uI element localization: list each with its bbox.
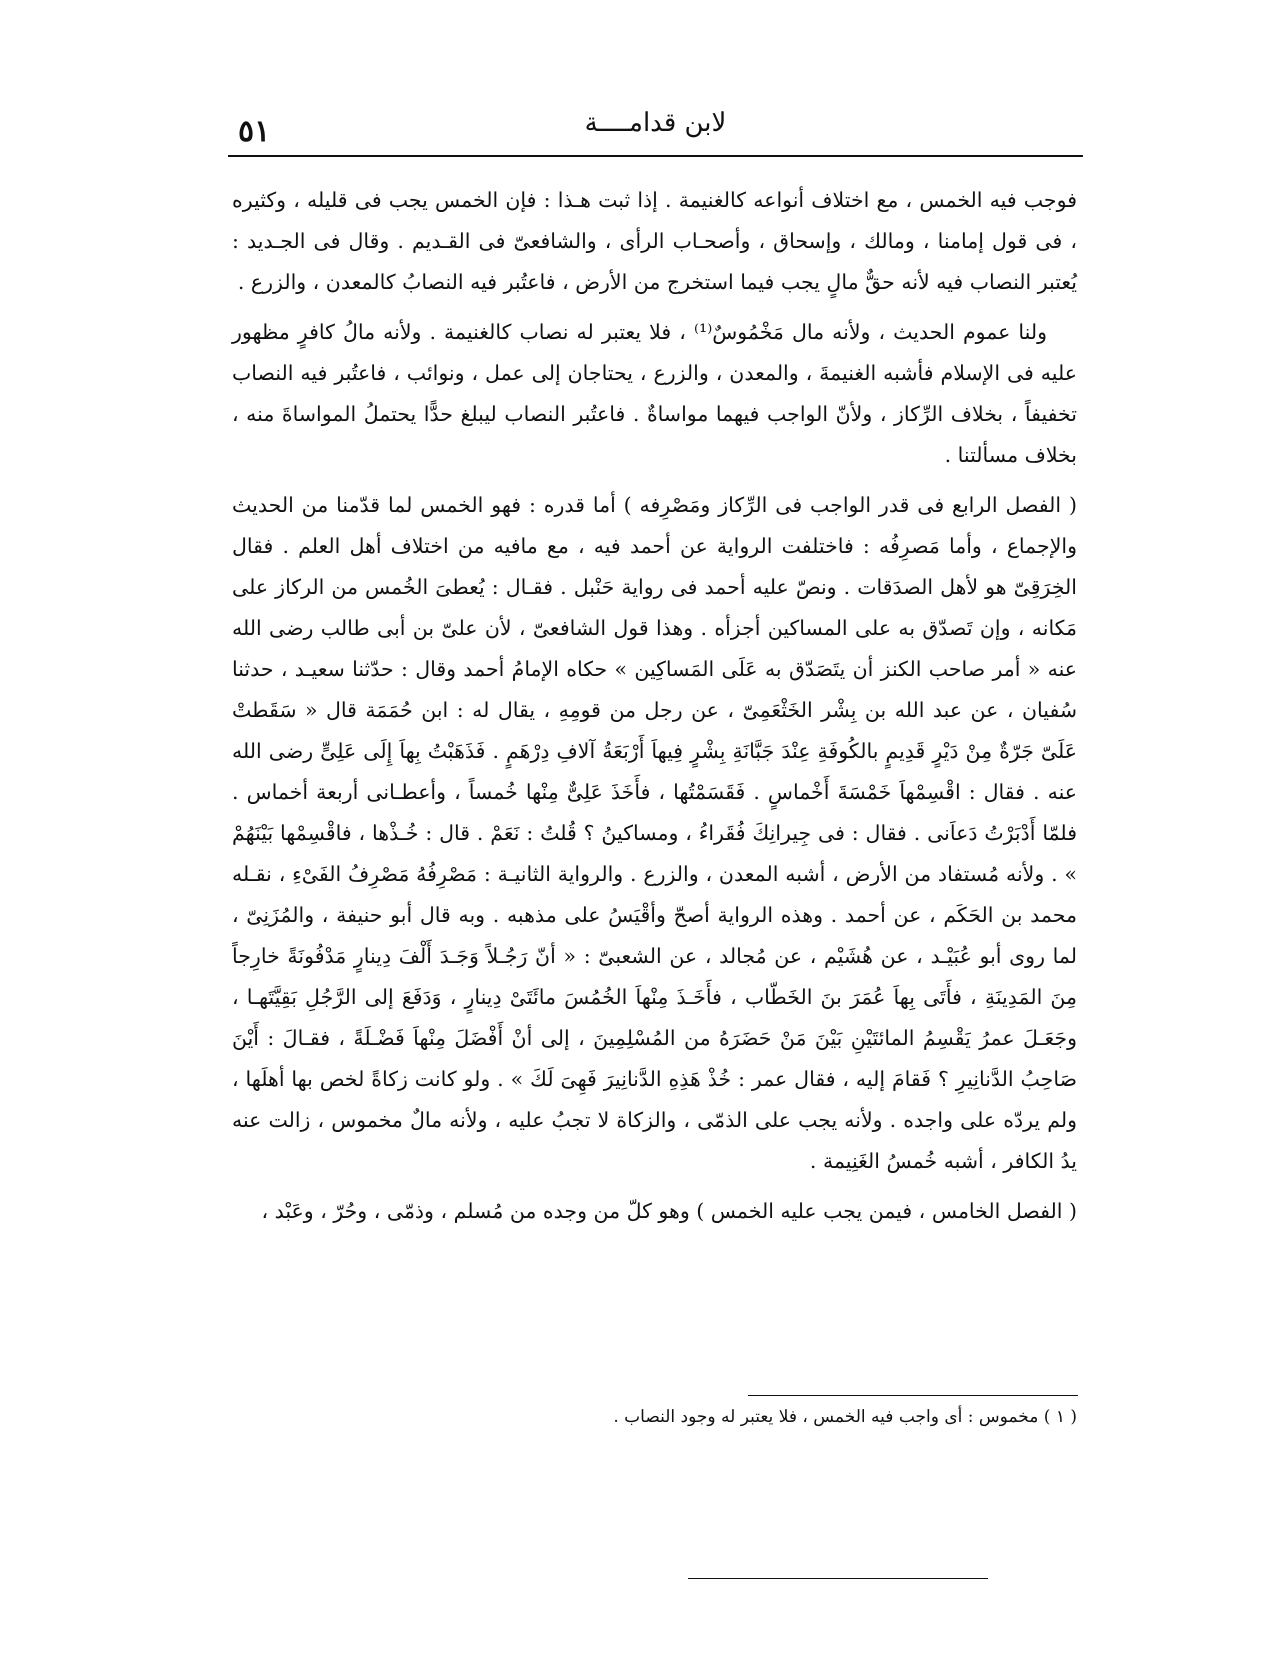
- header-rule: [228, 155, 1083, 157]
- page-header: [228, 100, 1083, 152]
- running-title: لابن قدامــــة: [584, 108, 727, 138]
- page-number: ٥١: [238, 114, 271, 149]
- main-text: [232, 180, 1077, 1241]
- paragraph: ولنا عموم الحديث ، ولأنه مال مَخْمُوسٌ⁽¹⁾ ، فلا يعتبر له نصاب كالغنيمة . ولأنه مالُ كافرٍ مظهور عليه فى الإسلام فأشبه الغنيمةَ ، والمعدن ، والزرع ، يحتاجان إلى عمل ، ونوائب ، فاعتُبر فيه النصاب تخفيفاً ، بخلاف الرِّكاز ، ولأنّ الواجب فيهما مواساةٌ . فاعتُبر النصاب ليبلغ حدًّا يحتملُ المواساةَ منه ، بخلاف مسألتنا .: [232, 320, 1077, 467]
- section-five-paragraph: ( الفصل الخامس ، فيمن يجب عليه الخمس ) وهو كلّ من وجده من مُسلم ، وذمّى ، وحُرّ ، وعَبْد ،: [261, 1199, 1077, 1223]
- footnote-rule: [748, 1395, 1078, 1396]
- section-four-paragraph: ( الفصل الرابع فى قدر الواجب فى الرِّكاز ومَصْرِفه ) أما قدره : فهو الخمس لما قدّمنا من الحديث والإجماع ، وأما مَصرِفُه : فاختلفت الرواية عن أحمد فيه ، مع مافيه من اختلاف أهل العلم . فقال الخِرَقِىّ هو لأهل الصدَقات . ونصّ عليه أحمد فى رواية حَنْبل . فقـال : يُعطىَ الخُمس من الركاز على مَكانه ، وإن تَصدّق به على المساكين أجزأه . وهذا قول الشافعىّ ، لأن علىّ بن أبى طالب رضى الله عنه « أمر صاحب الكنز أن يتَصَدّق به عَلَى المَساكِين » حكاه الإمامُ أحمد وقال : حدّثنا سعيـد ، حدثنا سُفيان ، عن عبد الله بن بِشْر الخَثْعَمِىّ ، عن رجل من قومِهِ ، يقال له : ابن حُمَمَة قال « سَقَطتْ عَلَىّ جَرّةٌ مِنْ دَيْرٍ قَدِيمٍ بالكُوفَةِ عِنْدَ جَبَّانَةِ بِشْرٍ فِيهاَ أَرْبَعَةُ آلافِ دِرْهَمٍ . فَذَهَبْتُ بِهاَ إِلَى عَلِىٍّ رضى الله عنه . فقال : اقْسِمْهاَ خَمْسَةَ أَخْماسٍ . فَقَسَمْتُها ، فأَخَذَ عَلِىٌّ مِنْها خُمساً ، وأعطـانى أربعة أخماس . فلمّا أَدْبَرْتُ دَعاَنى . فقال : فى جِيرانِكَ فُقَراءُ ، ومساكينُ ؟ قُلتُ : نَعَمْ . قال : خُـذْها ، فاقْسِمْها بَيْنَهُمْ » . ولأنه مُستفاد من الأرض ، أشبه المعدن ، والزرع . والرواية الثانيـة : مَصْرِفُهُ مَصْرِفُ الفَىْءِ ، نقـله محمد بن الحَكَم ، عن أحمد . وهذه الرواية أصحّ وأقْيَسُ على مذهبه . وبه قال أبو حنيفة ، والمُزَنِىّ ، لما روى أبو عُبَيْـد ، عن هُشَيْم ، عن مُجالد ، عن الشعبىّ : « أنّ رَجُـلاً وَجَـدَ أَلْفَ دِينارٍ مَدْفُونَةً خارِجاً مِنَ المَدِينَةِ ، فأَتَى بِهاَ عُمَرَ بنَ الخَطّاب ، فأَخَـذَ مِنْهاَ الخُمُسَ مائَتَىْ دِينارٍ ، وَدَفَعَ إلى الرَّجُلِ بَقِيَّتَهـا ، وجَعَـلَ عمرُ يَقْسِمُ المائتَيْنِ بَيْنَ مَنْ حَضَرَهُ من المُسْلِمِينَ ، إلى أنْ أَفْضَلَ مِنْهاَ فَضْـلَةً ، فقـالَ : أَيْنَ صَاحِبُ الدَّنانِيرِ ؟ فَقامَ إليه ، فقال عمر : خُذْ هَذِهِ الدَّنانِيرَ فَهِىَ لَكَ » . ولو كانت زكاةً لخص بها أهلَها ، ولم يردّه على واجده . ولأنه يجب على الذمّى ، والزكاة لا تجبُ عليه ، ولأنه مالٌ مخموس ، زالت عنه يدُ الكافر ، أشبه خُمسُ الغَنِيمة .: [232, 493, 1077, 1173]
- paragraph: فوجب فيه الخمس ، مع اختلاف أنواعه كالغنيمة . إذا ثبت هـذا : فإن الخمس يجب فى قليله ، وكثيره ، فى قول إمامنا ، ومالك ، وإسحاق ، وأصحـاب الرأى ، والشافعىّ فى القـديم . وقال فى الجـديد : يُعتبر النصاب فيه لأنه حقٌّ مالٍ يجب فيما استخرج من الأرض ، فاعتُبر فيه النصابُ كالمعدن ، والزرع .: [232, 188, 1077, 294]
- footnote: ( ١ ) مخموس : أى واجب فيه الخمس ، فلا يعتبر له وجود النصاب .: [613, 1407, 1077, 1427]
- bottom-rule: [688, 1578, 988, 1579]
